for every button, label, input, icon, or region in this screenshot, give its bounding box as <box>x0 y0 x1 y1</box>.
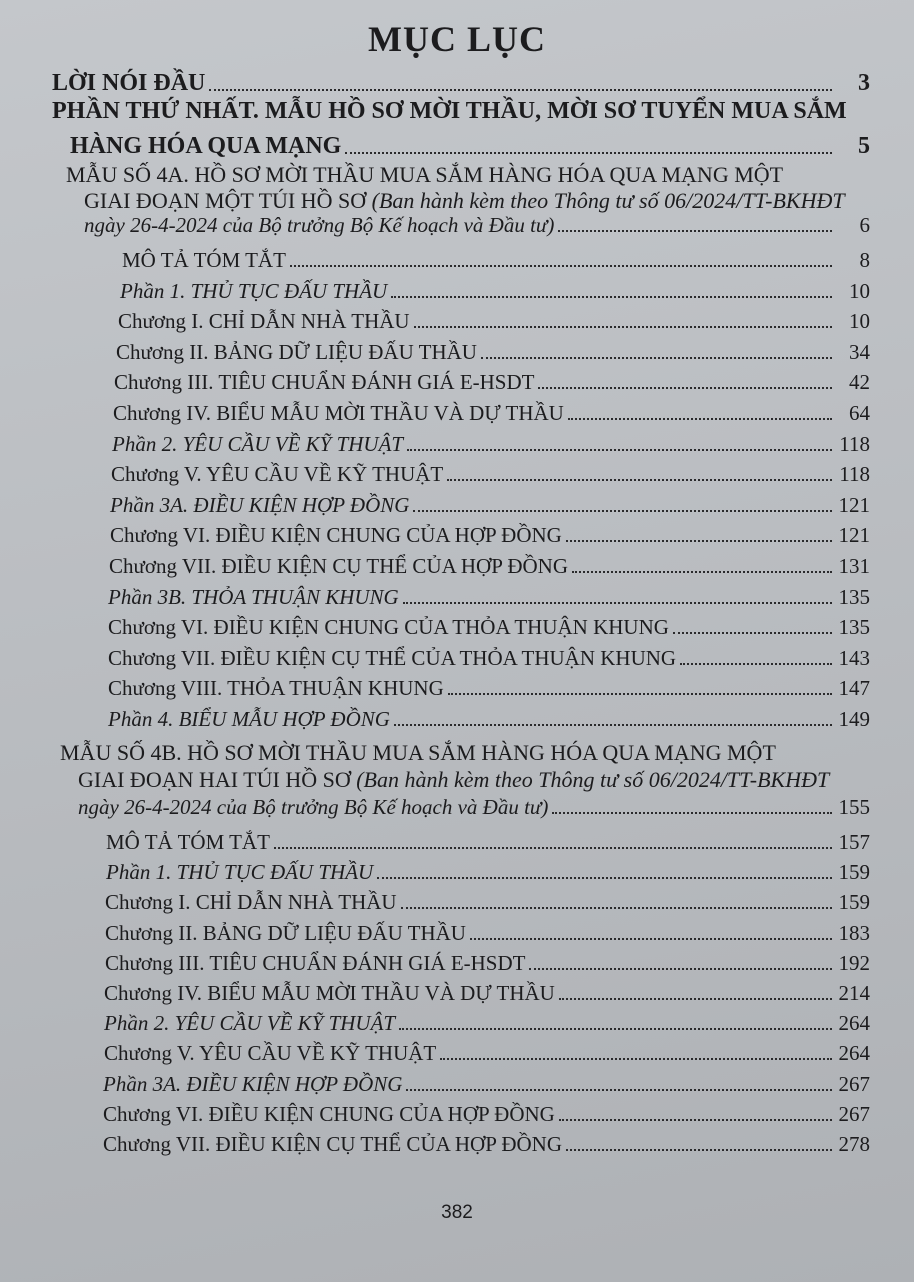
dot-leader <box>448 693 832 695</box>
dot-leader <box>566 1149 832 1151</box>
toc-item <box>108 585 870 610</box>
form4b-heading-line2-italic: (Ban hành kèm theo Thông tư số 06/2024/TT-BKHĐT <box>356 767 830 792</box>
toc-item-page-number: 64 <box>849 401 870 425</box>
toc-item-page-number: 264 <box>838 1041 870 1066</box>
toc-item-text: Phần 3A. ĐIỀU KIỆN HỢP ĐỒNG <box>103 1071 403 1096</box>
toc-item-page-number: 8 <box>859 248 870 272</box>
toc-entry-text: ngày 26-4-2024 của Bộ trưởng Bộ Kế hoạch và Đầu tư) <box>78 795 549 819</box>
toc-item-text: Chương VII. ĐIỀU KIỆN CỤ THỂ CỦA THỎA THUẬN KHUNG <box>108 645 677 670</box>
toc-item-page-number: 157 <box>838 830 870 854</box>
toc-item-page-number: 10 <box>849 309 870 334</box>
toc-item-text: Chương VI. ĐIỀU KIỆN CHUNG CỦA HỢP ĐỒNG <box>110 523 562 548</box>
toc-item <box>122 248 870 273</box>
toc-item-text: Chương V. YÊU CẦU VỀ KỸ THUẬT <box>104 1041 437 1066</box>
toc-item-page-number: 147 <box>838 676 870 701</box>
toc-item <box>105 890 870 915</box>
toc-item <box>116 340 870 365</box>
dot-leader <box>414 326 832 328</box>
toc-item-page-number: 34 <box>849 339 870 364</box>
toc-item-page-number: 42 <box>849 370 870 395</box>
toc-entry-text: ngày 26-4-2024 của Bộ trưởng Bộ Kế hoạch và Đầu tư) <box>84 213 555 237</box>
dot-leader <box>572 571 832 573</box>
toc-item-text: Chương VIII. THỎA THUẬN KHUNG <box>108 676 444 701</box>
toc-item-page-number: 159 <box>838 860 870 885</box>
toc-item <box>111 462 870 487</box>
toc-item <box>112 432 870 457</box>
dot-leader <box>680 663 832 665</box>
toc-item-text: Chương VI. ĐIỀU KIỆN CHUNG CỦA HỢP ĐỒNG <box>103 1101 555 1126</box>
toc-item <box>104 981 870 1006</box>
toc-item <box>108 676 870 701</box>
dot-leader <box>559 1119 832 1121</box>
form4b-heading-line1: MẪU SỐ 4B. HỒ SƠ MỜI THẦU MUA SẮM HÀNG HÓA QUA MẠNG MỘT <box>60 740 776 765</box>
toc-page-number: 5 <box>858 133 870 159</box>
dot-leader <box>401 907 832 909</box>
dot-leader <box>558 230 832 232</box>
toc-item-text: Chương VII. ĐIỀU KIỆN CỤ THỂ CỦA HỢP ĐỒNG <box>109 554 569 578</box>
toc-item-text: Phần 3B. THỎA THUẬN KHUNG <box>108 584 399 609</box>
toc-item-page-number: 135 <box>838 615 870 640</box>
toc-item-text: Chương I. CHỈ DẪN NHÀ THẦU <box>118 309 410 334</box>
toc-item <box>106 860 870 885</box>
toc-item-text: Chương V. YÊU CẦU VỀ KỸ THUẬT <box>111 462 444 487</box>
toc-item-text: Phần 1. THỦ TỤC ĐẤU THẦU <box>120 278 388 303</box>
page-number: 382 <box>441 1202 473 1223</box>
toc-item <box>108 646 870 671</box>
dot-leader <box>673 632 832 634</box>
dot-leader <box>399 1028 832 1030</box>
dot-leader <box>394 724 832 726</box>
part1-heading-line1: PHẦN THỨ NHẤT. MẪU HỒ SƠ MỜI THẦU, MỜI SƠ TUYỂN MUA SẮM <box>52 98 847 124</box>
toc-item-page-number: 214 <box>838 981 870 1005</box>
toc-item-page-number: 267 <box>838 1101 870 1126</box>
toc-item <box>105 921 870 946</box>
dot-leader <box>403 602 832 604</box>
toc-page-number: 6 <box>859 213 870 237</box>
toc-item <box>104 1041 870 1066</box>
form4a-heading-line2-italic: (Ban hành kèm theo Thông tư số 06/2024/TT-BKHĐT <box>371 188 845 213</box>
toc-item-text: MÔ TẢ TÓM TẮT <box>122 248 286 272</box>
toc-item-text: Phần 4. BIỂU MẪU HỢP ĐỒNG <box>108 707 390 731</box>
toc-item <box>120 279 870 304</box>
toc-item-page-number: 121 <box>838 492 870 517</box>
toc-item <box>103 1102 870 1127</box>
form4a-heading-line1: MẪU SỐ 4A. HỒ SƠ MỜI THẦU MUA SẮM HÀNG HÓA QUA MẠNG MỘT <box>66 162 784 187</box>
dot-leader <box>568 418 832 420</box>
toc-item <box>104 1011 870 1036</box>
form4a-heading-line2-plain: GIAI ĐOẠN MỘT TÚI HỒ SƠ <box>84 188 372 213</box>
toc-item-page-number: 121 <box>838 523 870 548</box>
toc-item <box>110 493 870 518</box>
toc-item-page-number: 159 <box>838 890 870 915</box>
toc-item-page-number: 278 <box>838 1132 870 1156</box>
dot-leader <box>345 152 832 154</box>
toc-item-page-number: 135 <box>838 584 870 609</box>
dot-leader <box>274 847 832 849</box>
toc-item-text: Chương I. CHỈ DẪN NHÀ THẦU <box>105 890 397 915</box>
toc-item-text: Phần 2. YÊU CẦU VỀ KỸ THUẬT <box>104 1011 396 1036</box>
toc-item-text: Chương VII. ĐIỀU KIỆN CỤ THỂ CỦA HỢP ĐỒNG <box>103 1132 563 1156</box>
form4b-heading-line2-plain: GIAI ĐOẠN HAI TÚI HỒ SƠ <box>78 767 357 792</box>
dot-leader <box>470 938 832 940</box>
toc-item-page-number: 149 <box>838 707 870 731</box>
toc-item-text: Phần 2. YÊU CẦU VỀ KỸ THUẬT <box>112 431 404 456</box>
toc-item-text: Phần 1. THỦ TỤC ĐẤU THẦU <box>106 860 374 885</box>
toc-entry-form4b <box>78 795 870 820</box>
form4a-heading-line2 <box>84 188 845 214</box>
dot-leader <box>538 387 832 389</box>
toc-item-text: Chương II. BẢNG DỮ LIỆU ĐẤU THẦU <box>105 920 466 945</box>
toc-item-text: Chương IV. BIỂU MẪU MỜI THẦU VÀ DỰ THẦU <box>104 981 555 1005</box>
toc-item <box>113 401 870 426</box>
toc-item <box>114 370 870 395</box>
dot-leader <box>481 357 832 359</box>
dot-leader <box>406 1089 832 1091</box>
dot-leader <box>447 479 832 481</box>
dot-leader <box>552 812 832 814</box>
toc-page-number: 3 <box>858 70 870 96</box>
toc-entry-text: LỜI NÓI ĐẦU <box>52 70 206 96</box>
toc-item <box>108 615 870 640</box>
toc-item-page-number: 183 <box>838 920 870 945</box>
toc-item-text: Chương II. BẢNG DỮ LIỆU ĐẤU THẦU <box>116 339 477 364</box>
dot-leader <box>529 968 832 970</box>
toc-item <box>106 830 870 855</box>
dot-leader <box>440 1058 832 1060</box>
dot-leader <box>377 877 832 879</box>
toc-item-page-number: 131 <box>838 554 870 578</box>
toc-item-text: Chương IV. BIỂU MẪU MỜI THẦU VÀ DỰ THẦU <box>113 401 564 425</box>
dot-leader <box>290 265 832 267</box>
form4b-heading-line2 <box>78 767 829 793</box>
dot-leader <box>391 296 832 298</box>
toc-item <box>103 1132 870 1157</box>
toc-item <box>118 309 870 334</box>
page-title: MỤC LỤC <box>368 19 546 59</box>
toc-item-page-number: 10 <box>849 278 870 303</box>
toc-item <box>110 523 870 548</box>
toc-item-page-number: 118 <box>839 462 870 487</box>
dot-leader <box>209 89 832 91</box>
toc-item-page-number: 143 <box>838 645 870 670</box>
toc-item <box>103 1072 870 1097</box>
toc-page-number: 155 <box>838 795 870 819</box>
toc-entry-text: HÀNG HÓA QUA MẠNG <box>70 133 342 159</box>
dot-leader <box>407 449 832 451</box>
toc-item-text: Chương III. TIÊU CHUẨN ĐÁNH GIÁ E-HSDT <box>105 950 526 975</box>
toc-item-text: Chương III. TIÊU CHUẨN ĐÁNH GIÁ E-HSDT <box>114 370 535 395</box>
toc-entry-intro <box>52 70 870 97</box>
toc-item-page-number: 192 <box>838 950 870 975</box>
toc-item-text: MÔ TẢ TÓM TẮT <box>106 830 270 854</box>
toc-item <box>108 707 870 732</box>
toc-item-text: Chương VI. ĐIỀU KIỆN CHUNG CỦA THỎA THUẬN KHUNG <box>108 615 669 640</box>
toc-item-page-number: 118 <box>839 431 870 456</box>
toc-item-text: Phần 3A. ĐIỀU KIỆN HỢP ĐỒNG <box>110 492 410 517</box>
dot-leader <box>413 510 832 512</box>
dot-leader <box>566 540 832 542</box>
toc-item-page-number: 267 <box>838 1071 870 1096</box>
toc-entry-part1 <box>70 133 870 160</box>
toc-item <box>105 951 870 976</box>
toc-entry-form4a <box>84 213 870 238</box>
dot-leader <box>559 998 832 1000</box>
toc-item <box>109 554 870 579</box>
toc-item-page-number: 264 <box>838 1011 870 1036</box>
